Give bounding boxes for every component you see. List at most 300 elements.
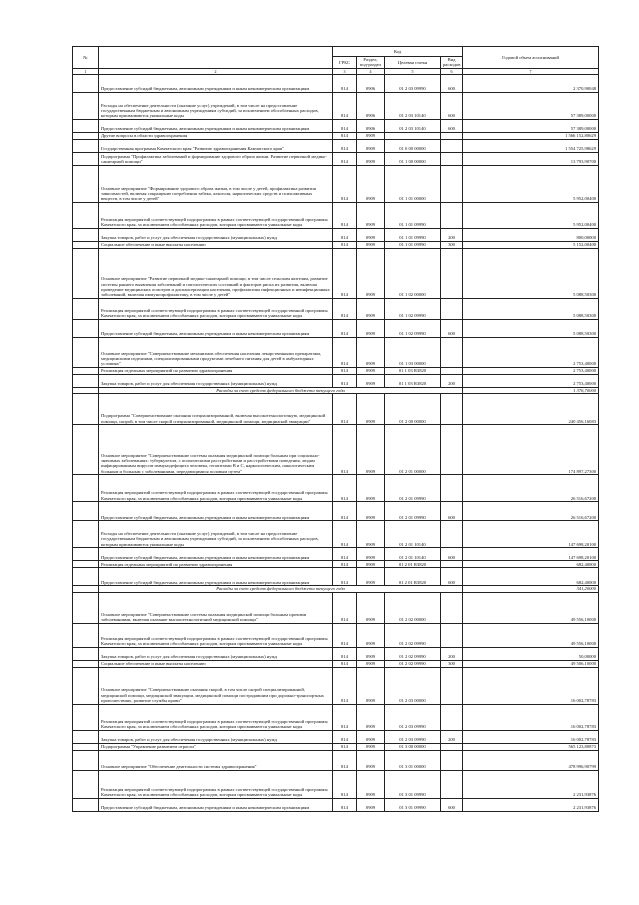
cell-sum: 2 370,90048 <box>463 74 599 92</box>
cell-number <box>73 521 99 548</box>
cell-rz: 0909 <box>357 667 385 704</box>
cell-number <box>73 568 99 586</box>
cell-vr <box>441 298 463 319</box>
cell-rz: 0909 <box>357 165 385 202</box>
cell-sum: 2 753,40000 <box>463 367 599 374</box>
cell-text: Предоставление субсидий бюджетным, автономным учреждениям и иным некоммерческим организациям <box>99 798 333 811</box>
cell-grbs: 814 <box>333 561 357 568</box>
cell-sum: 5 088,50300 <box>463 298 599 319</box>
cell-grbs: 814 <box>333 704 357 730</box>
cell-grbs: 814 <box>333 394 357 425</box>
cell-number <box>73 730 99 743</box>
cell-number <box>73 241 99 248</box>
cell-rz: 0909 <box>357 623 385 647</box>
cell-csr: 01 3 01 09990 <box>385 798 441 811</box>
table-row <box>73 647 599 660</box>
cell-csr: 01 0 00 00000 <box>385 139 441 152</box>
header-sum: Годовой объем ассигнований <box>463 47 599 69</box>
cell-sum: 800,00000 <box>463 228 599 241</box>
table-row <box>73 743 599 750</box>
cell-number <box>73 660 99 667</box>
cell-vr: 300 <box>441 241 463 248</box>
cell-number <box>73 367 99 374</box>
cell-csr: 01 1 03 R3820 <box>385 367 441 374</box>
cell-grbs: 814 <box>333 647 357 660</box>
cell-sum: 57 389,00000 <box>463 119 599 132</box>
cell-text: Предоставление субсидий бюджетным, автономным учреждениям и иным некоммерческим организациям <box>99 548 333 561</box>
cell-sum: 147 698,20100 <box>463 521 599 548</box>
cell-vr: 300 <box>441 660 463 667</box>
cell-rz: 0909 <box>357 502 385 521</box>
cell-rz: 0909 <box>357 139 385 152</box>
header-razdel: Раздел, под-раздел <box>357 57 385 69</box>
cell-csr: 01 2 02 00000 <box>385 592 441 623</box>
cell-grbs: 814 <box>333 521 357 548</box>
table-row <box>73 548 599 561</box>
cell-number <box>73 248 99 298</box>
table-row <box>73 337 599 367</box>
colnum: 3 <box>333 68 357 74</box>
cell-number <box>73 475 99 502</box>
cell-grbs: 814 <box>333 502 357 521</box>
cell-vr <box>441 139 463 152</box>
cell-csr: 01 1 02 09990 <box>385 298 441 319</box>
table-row <box>73 568 599 586</box>
cell-rz: 0909 <box>357 770 385 798</box>
table-row <box>73 241 599 248</box>
cell-vr <box>441 561 463 568</box>
cell-rz: 0909 <box>357 248 385 298</box>
cell-number <box>73 704 99 730</box>
cell-number <box>73 548 99 561</box>
cell-text: Подпрограмма "Управление развитием отрасли" <box>99 743 333 750</box>
cell-sum: 49 506,10000 <box>463 660 599 667</box>
cell-csr: 01 2 01 09990 <box>385 475 441 502</box>
cell-sum: 682,40000 <box>463 568 599 586</box>
cell-text: Реализация мероприятий соответствующей подпрограммы в рамках соответствующей государственной программы Камчатского края, за исключением обособленных расходов, которым присваиваются уникальные коды <box>99 298 333 319</box>
cell-text: Реализация отдельных мероприятий по развитию здравоохранения <box>99 367 333 374</box>
cell-text: Основное мероприятие "Совершенствование системы оказания медицинской помощи больным прочими заболеваниями, включая оказание высокотехнологичной медицинской помощи" <box>99 592 333 623</box>
cell-grbs: 814 <box>333 202 357 228</box>
cell-csr: 01 1 02 09990 <box>385 319 441 337</box>
cell-rz: 0909 <box>357 298 385 319</box>
cell-csr: 01 2 01 00000 <box>385 425 441 475</box>
cell-text: Предоставление субсидий бюджетным, автономным учреждениям и иным некоммерческим организациям <box>99 319 333 337</box>
cell-vr <box>441 425 463 475</box>
cell-text: Предоставление субсидий бюджетным, автономным учреждениям и иным некоммерческим организациям <box>99 74 333 92</box>
cell-sum: 5 088,50300 <box>463 319 599 337</box>
cell-number <box>73 139 99 152</box>
cell-text: Основное мероприятие "Совершенствование механизмов обеспечения населения лекарственными препаратами, медицинскими изделиями, специализированными продуктами лечебного питания для детей в амбулаторных условиях" <box>99 337 333 367</box>
table-row <box>73 704 599 730</box>
cell-vr: 200 <box>441 374 463 387</box>
cell-csr: 01 1 02 00000 <box>385 248 441 298</box>
cell-sum: 57 389,00000 <box>463 92 599 119</box>
table-row <box>73 74 599 92</box>
cell-sum: 13 793,90700 <box>463 152 599 165</box>
header-grbs: ГРБС <box>333 57 357 69</box>
cell-sum: 5 088,50300 <box>463 248 599 298</box>
table-row <box>73 770 599 798</box>
cell-number <box>73 92 99 119</box>
table-row <box>73 139 599 152</box>
cell-sum: 478 996,90799 <box>463 750 599 770</box>
cell-text: Реализация мероприятий соответствующей подпрограммы в рамках соответствующей государственной программы Камчатского края, за исключением обособленных расходов, которым присваиваются уникальные коды <box>99 704 333 730</box>
cell-grbs: 814 <box>333 337 357 367</box>
table-row <box>73 730 599 743</box>
cell-grbs: 814 <box>333 623 357 647</box>
colnum: 4 <box>357 68 385 74</box>
cell-vr: 600 <box>441 119 463 132</box>
cell-number <box>73 132 99 139</box>
cell-csr: 01 2 03 09990 <box>385 730 441 743</box>
table-row <box>73 667 599 704</box>
cell-grbs: 814 <box>333 743 357 750</box>
cell-text: Закупка товаров, работ и услуг для обеспечения государственных (муниципальных) нужд <box>99 730 333 743</box>
cell-csr: 01 1 03 00000 <box>385 337 441 367</box>
table-row <box>73 298 599 319</box>
cell-number <box>73 119 99 132</box>
table-row <box>73 132 599 139</box>
cell-csr: 01 3 00 00000 <box>385 743 441 750</box>
cell-csr: 01 1 01 00000 <box>385 165 441 202</box>
cell-vr <box>441 592 463 623</box>
cell-rz: 0906 <box>357 119 385 132</box>
cell-sum: 341,20000 <box>463 586 599 592</box>
cell-grbs: 814 <box>333 374 357 387</box>
cell-vr: 200 <box>441 228 463 241</box>
cell-vr <box>441 367 463 374</box>
table-row <box>73 623 599 647</box>
cell-grbs: 814 <box>333 425 357 475</box>
cell-text: Другие вопросы в области здравоохранения <box>99 132 333 139</box>
cell-grbs: 814 <box>333 367 357 374</box>
cell-rz: 0909 <box>357 704 385 730</box>
cell-sum: 2 753,40000 <box>463 337 599 367</box>
cell-text: Реализация мероприятий соответствующей подпрограммы в рамках соответствующей государственной программы Камчатского края, за исключением обособленных расходов, которым присваиваются уникальные коды <box>99 770 333 798</box>
colnum: 7 <box>463 68 599 74</box>
cell-vr <box>441 750 463 770</box>
table-row <box>73 592 599 623</box>
cell-rz: 0909 <box>357 475 385 502</box>
table-row <box>73 374 599 387</box>
cell-vr <box>441 475 463 502</box>
cell-text: Реализация отдельных мероприятий по развитию здравоохранения <box>99 561 333 568</box>
cell-vr <box>441 521 463 548</box>
cell-vr: 600 <box>441 502 463 521</box>
cell-sum: 2 231,93876 <box>463 798 599 811</box>
cell-number <box>73 337 99 367</box>
cell-text: Государственная программа Камчатского края "Развитие здравоохранения Камчатского края" <box>99 139 333 152</box>
cell-rz: 0909 <box>357 521 385 548</box>
cell-rz: 0909 <box>357 798 385 811</box>
cell-grbs: 814 <box>333 152 357 165</box>
cell-rz: 0909 <box>357 647 385 660</box>
cell-rz: 0909 <box>357 374 385 387</box>
cell-grbs: 814 <box>333 730 357 743</box>
table-row <box>73 119 599 132</box>
cell-csr: 01 2 01 10140 <box>385 548 441 561</box>
cell-csr: 01 2 03 10140 <box>385 92 441 119</box>
table-row <box>73 750 599 770</box>
cell-grbs: 814 <box>333 667 357 704</box>
cell-grbs: 814 <box>333 750 357 770</box>
cell-number <box>73 425 99 475</box>
cell-number <box>73 165 99 202</box>
cell-rz: 0909 <box>357 561 385 568</box>
cell-rz: 0909 <box>357 548 385 561</box>
cell-rz: 0909 <box>357 568 385 586</box>
cell-grbs: 814 <box>333 660 357 667</box>
table-row <box>73 165 599 202</box>
cell-vr <box>441 623 463 647</box>
cell-rz: 0909 <box>357 394 385 425</box>
cell-sum: 1 566 152,80629 <box>463 132 599 139</box>
cell-sum: 16 002,78783 <box>463 704 599 730</box>
cell-csr: 01 2 01 09990 <box>385 502 441 521</box>
cell-csr: 01 1 00 00000 <box>385 152 441 165</box>
cell-vr: 600 <box>441 319 463 337</box>
cell-text: Основное мероприятие "Формирование здорового образа жизни, в том числе у детей, профилактика развития зависимостей, включая сокращение потребления табака, алкоголя, наркотических средств и психоактивных веществ, в том числе у детей" <box>99 165 333 202</box>
cell-text: Основное мероприятие "Совершенствование оказания скорой, в том числе скорой специализированной, медицинской помощи, медицинской эвакуации, медицинской помощи пострадавшим при дорожно-транспортных происшествиях, развитие службы крови" <box>99 667 333 704</box>
cell-number <box>73 667 99 704</box>
cell-text: Реализация мероприятий соответствующей подпрограммы в рамках соответствующей государственной программы Камчатского края, за исключением обособленных расходов, которым присваиваются уникальные коды <box>99 623 333 647</box>
table-row <box>73 660 599 667</box>
cell-number <box>73 592 99 623</box>
cell-csr: 01 1 03 R3820 <box>385 374 441 387</box>
cell-text: Расходы на обеспечение деятельности (оказание услуг) учреждений, в том числе на предоставление государственным бюджетным и автономным учреждениям субсидий, за исключением обособленных расходов, которым присваиваются уникальные коды <box>99 521 333 548</box>
cell-grbs: 814 <box>333 132 357 139</box>
header-number: № <box>73 47 99 69</box>
cell-sum: 174 897,27300 <box>463 425 599 475</box>
cell-grbs: 814 <box>333 592 357 623</box>
cell-text: Закупка товаров, работ и услуг для обеспечения государственных (муниципальных) нужд <box>99 647 333 660</box>
cell-sum: 565 123,80873 <box>463 743 599 750</box>
cell-rz: 0909 <box>357 592 385 623</box>
cell-vr <box>441 152 463 165</box>
table-row <box>73 425 599 475</box>
table-row <box>73 367 599 374</box>
cell-number <box>73 647 99 660</box>
cell-text: Предоставление субсидий бюджетным, автономным учреждениям и иным некоммерческим организациям <box>99 502 333 521</box>
table-row <box>73 475 599 502</box>
table-row <box>73 502 599 521</box>
cell-grbs: 814 <box>333 119 357 132</box>
cell-number <box>73 298 99 319</box>
cell-grbs: 814 <box>333 568 357 586</box>
cell-csr: 01 2 01 10140 <box>385 521 441 548</box>
cell-csr: 01 2 03 00000 <box>385 667 441 704</box>
cell-csr: 01 2 03 10140 <box>385 119 441 132</box>
header-csr: Целевая статья <box>385 57 441 69</box>
cell-vr <box>441 394 463 425</box>
cell-rz: 0909 <box>357 337 385 367</box>
cell-sum: 1 554 725,98629 <box>463 139 599 152</box>
cell-csr: 01 2 01 R3820 <box>385 568 441 586</box>
cell-grbs: 814 <box>333 248 357 298</box>
cell-text: Расходы за счет средств федерального бюджета текущего года <box>99 586 463 592</box>
cell-text: Подпрограмма "Профилактика заболеваний и формирование здорового образа жизни. Развитие первичной медико-санитарной помощи" <box>99 152 333 165</box>
cell-rz: 0909 <box>357 750 385 770</box>
cell-rz: 0909 <box>357 202 385 228</box>
cell-number <box>73 798 99 811</box>
table-row <box>73 92 599 119</box>
colnum: 1 <box>73 68 99 74</box>
cell-sum: 49 556,10000 <box>463 623 599 647</box>
cell-vr <box>441 248 463 298</box>
colnum: 5 <box>385 68 441 74</box>
table-row <box>73 319 599 337</box>
cell-csr: 01 2 02 09990 <box>385 623 441 647</box>
cell-rz: 0909 <box>357 743 385 750</box>
cell-sum: 16 002,78783 <box>463 667 599 704</box>
table-row <box>73 228 599 241</box>
cell-sum: 26 516,67200 <box>463 475 599 502</box>
cell-csr: 01 1 01 09990 <box>385 228 441 241</box>
cell-number <box>73 319 99 337</box>
cell-number <box>73 561 99 568</box>
cell-grbs: 814 <box>333 92 357 119</box>
cell-text: Расходы на обеспечение деятельности (оказание услуг) учреждений, в том числе на предоставление государственным бюджетным и автономным учреждениям субсидий, за исключением обособленных расходов, которым присваиваются уникальные коды <box>99 92 333 119</box>
table-row <box>73 202 599 228</box>
cell-sum: 5 952,00400 <box>463 202 599 228</box>
cell-vr: 600 <box>441 92 463 119</box>
cell-number <box>73 202 99 228</box>
cell-text: Основное мероприятие "Обеспечение деятельности системы здравоохранения" <box>99 750 333 770</box>
cell-rz: 0909 <box>357 152 385 165</box>
cell-rz: 0909 <box>357 367 385 374</box>
cell-vr: 600 <box>441 798 463 811</box>
cell-number <box>73 623 99 647</box>
cell-csr: 01 2 01 R3820 <box>385 561 441 568</box>
cell-rz: 0909 <box>357 319 385 337</box>
header-name <box>99 47 333 69</box>
cell-sum: 682,40000 <box>463 561 599 568</box>
cell-vr <box>441 165 463 202</box>
cell-vr <box>441 667 463 704</box>
cell-rz: 0906 <box>357 92 385 119</box>
header-row-top <box>73 47 599 57</box>
table-row <box>73 248 599 298</box>
cell-text: Закупка товаров, работ и услуг для обеспечения государственных (муниципальных) нужд <box>99 228 333 241</box>
cell-text: Основное мероприятие "Развитие первичной медико-санитарной помощи, в том числе сельским жителям, развитие системы раннего выявления заболеваний и патологических состояний и факторов риска их развития, включая проведение медицинских осмотров и диспансеризации населения, профилактика инфекционных и неинфекционных заболеваний, включая иммунопрофилактику, в том числе у детей" <box>99 248 333 298</box>
cell-text: Предоставление субсидий бюджетным, автономным учреждениям и иным некоммерческим организациям <box>99 568 333 586</box>
cell-vr <box>441 704 463 730</box>
cell-vr <box>441 743 463 750</box>
cell-csr: 01 3 01 00000 <box>385 750 441 770</box>
cell-text: Расходы за счет средств федерального бюджета текущего года <box>99 387 463 393</box>
cell-sum: 5 152,00400 <box>463 241 599 248</box>
cell-csr <box>385 132 441 139</box>
cell-rz: 0906 <box>357 74 385 92</box>
cell-text: Предоставление субсидий бюджетным, автономным учреждениям и иным некоммерческим организациям <box>99 119 333 132</box>
header-code: Код <box>333 47 463 57</box>
cell-grbs: 814 <box>333 770 357 798</box>
cell-text: Социальное обеспечение и иные выплаты населению <box>99 241 333 248</box>
cell-sum: 1 376,70000 <box>463 387 599 393</box>
cell-sum: 26 516,67200 <box>463 502 599 521</box>
cell-sum: 147 698,20100 <box>463 548 599 561</box>
cell-vr <box>441 132 463 139</box>
cell-csr: 01 2 03 09990 <box>385 704 441 730</box>
cell-number <box>73 394 99 425</box>
cell-sum: 2 753,40000 <box>463 374 599 387</box>
cell-sum: 2 231,93876 <box>463 770 599 798</box>
header-vr: Вид расходов <box>441 57 463 69</box>
cell-csr: 01 2 00 00000 <box>385 394 441 425</box>
cell-csr: 01 2 02 09990 <box>385 660 441 667</box>
cell-sum: 49 556,10000 <box>463 592 599 623</box>
cell-number <box>73 152 99 165</box>
cell-rz: 0909 <box>357 241 385 248</box>
cell-rz: 0909 <box>357 730 385 743</box>
table-row <box>73 561 599 568</box>
cell-csr: 01 3 01 09990 <box>385 770 441 798</box>
cell-csr: 01 1 01 09990 <box>385 241 441 248</box>
cell-text: Реализация мероприятий соответствующей подпрограммы в рамках соответствующей государственной программы Камчатского края, за исключением обособленных расходов, которым присваиваются уникальные коды <box>99 475 333 502</box>
cell-sum: 240 456,16083 <box>463 394 599 425</box>
colnum: 6 <box>441 68 463 74</box>
cell-sum: 5 952,00400 <box>463 165 599 202</box>
cell-text: Реализация мероприятий соответствующей подпрограммы в рамках соответствующей государственной программы Камчатского края, за исключением обособленных расходов, которым присваиваются уникальные коды <box>99 202 333 228</box>
cell-sum: 50,00000 <box>463 647 599 660</box>
cell-csr: 01 2 03 09990 <box>385 74 441 92</box>
cell-text: Подпрограмма "Совершенствование оказания специализированной, включая высокотехнологичную, медицинской помощи, скорой, в том числе скорой специализированной, медицинской помощи, медицинской эвакуации" <box>99 394 333 425</box>
cell-number <box>73 770 99 798</box>
cell-vr: 600 <box>441 548 463 561</box>
cell-rz: 0909 <box>357 660 385 667</box>
cell-rz: 0909 <box>357 228 385 241</box>
cell-csr: 01 1 01 09990 <box>385 202 441 228</box>
cell-number <box>73 74 99 92</box>
cell-vr: 600 <box>441 568 463 586</box>
cell-grbs: 814 <box>333 798 357 811</box>
cell-sum: 16 002,78783 <box>463 730 599 743</box>
cell-rz: 0909 <box>357 425 385 475</box>
cell-text: Основное мероприятие "Совершенствование системы оказания медицинской помощи больным при социально-значимых заболеваниях: туберкулезом, с психическими расстройствами и расстройствами поведения, людям инфицированным вирусом иммунодефицита человека, гепатитами В и С, наркологическим, онкологическим больным и больным с заболеваниями, передающимися половым путем" <box>99 425 333 475</box>
colnum: 2 <box>99 68 333 74</box>
cell-rz: 0909 <box>357 132 385 139</box>
cell-number <box>73 750 99 770</box>
cell-text: Социальное обеспечение и иные выплаты населению <box>99 660 333 667</box>
cell-grbs: 814 <box>333 139 357 152</box>
cell-grbs: 814 <box>333 298 357 319</box>
cell-grbs: 814 <box>333 475 357 502</box>
table-row <box>73 394 599 425</box>
cell-number <box>73 228 99 241</box>
cell-number <box>73 502 99 521</box>
cell-number <box>73 374 99 387</box>
cell-grbs: 814 <box>333 228 357 241</box>
cell-grbs: 814 <box>333 241 357 248</box>
cell-vr <box>441 337 463 367</box>
table-row <box>73 798 599 811</box>
cell-vr: 200 <box>441 730 463 743</box>
table-row <box>73 152 599 165</box>
cell-vr: 200 <box>441 647 463 660</box>
cell-text: Закупка товаров, работ и услуг для обеспечения государственных (муниципальных) нужд <box>99 374 333 387</box>
cell-grbs: 814 <box>333 165 357 202</box>
cell-grbs: 814 <box>333 74 357 92</box>
cell-grbs: 814 <box>333 319 357 337</box>
cell-vr <box>441 770 463 798</box>
table-row <box>73 521 599 548</box>
cell-vr <box>441 202 463 228</box>
cell-number <box>73 743 99 750</box>
cell-grbs: 814 <box>333 548 357 561</box>
budget-table <box>72 46 599 812</box>
cell-csr: 01 2 02 09990 <box>385 647 441 660</box>
